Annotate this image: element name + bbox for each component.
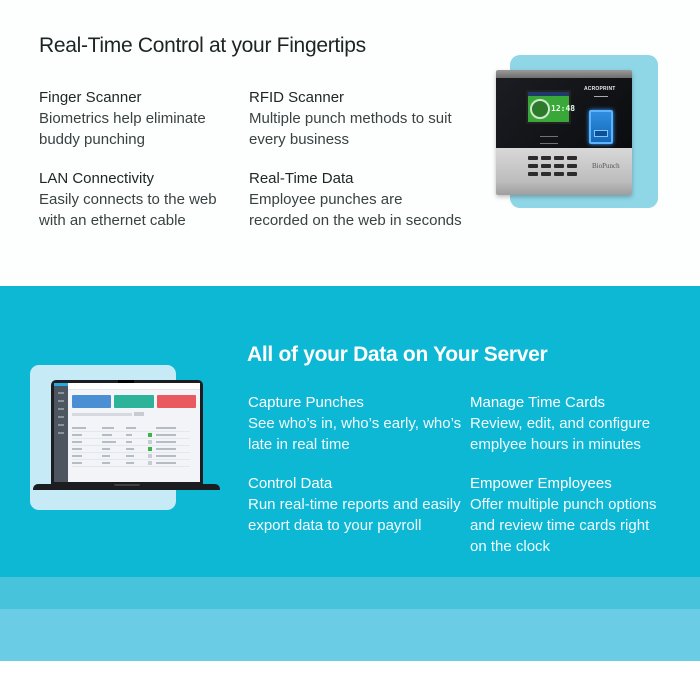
analog-clock-icon bbox=[530, 99, 550, 119]
clock-time: 12:48 bbox=[551, 104, 576, 113]
brand-logo: ACROPRINT bbox=[584, 86, 616, 92]
laptop-dashboard-image bbox=[51, 380, 203, 484]
dashboard-table bbox=[72, 425, 190, 467]
fingerprint-scanner-icon bbox=[589, 110, 613, 144]
feature-title: Capture Punches bbox=[248, 394, 364, 411]
feature-desc-line: Multiple punch methods to suit bbox=[249, 110, 452, 127]
feature-rfid-scanner bbox=[249, 87, 452, 150]
keypad-icon bbox=[528, 156, 577, 176]
feature-desc-line: recorded on the web in seconds bbox=[249, 212, 462, 229]
feature-title: Finger Scanner bbox=[39, 89, 142, 106]
decorative-band bbox=[0, 577, 700, 609]
feature-desc-line: Easily connects to the web bbox=[39, 191, 217, 208]
feature-desc-line: Employee punches are bbox=[249, 191, 403, 208]
dashboard-screen bbox=[54, 383, 200, 482]
dashboard-sidebar bbox=[54, 383, 68, 482]
clock-lcd-screen bbox=[526, 90, 576, 124]
feature-finger-scanner bbox=[39, 87, 206, 150]
top-section bbox=[0, 0, 700, 286]
feature-realtime-data bbox=[249, 168, 462, 231]
feature-title: Empower Employees bbox=[470, 475, 612, 492]
feature-capture-punches bbox=[248, 392, 461, 455]
feature-desc-line: and review time cards right bbox=[470, 517, 650, 534]
feature-desc-line: on the clock bbox=[470, 538, 551, 555]
feature-desc-line: See who’s in, who’s early, who’s bbox=[248, 415, 462, 432]
dashboard-stat-cards bbox=[72, 395, 196, 408]
feature-manage-time-cards bbox=[470, 392, 650, 455]
feature-desc-line: every business bbox=[249, 131, 350, 148]
section-title-realtime-control: Real-Time Control at your Fingertips bbox=[39, 34, 366, 57]
feature-desc-line: Biometrics help eliminate bbox=[39, 110, 206, 127]
rfid-reader-icon bbox=[540, 136, 558, 144]
feature-control-data bbox=[248, 473, 461, 536]
feature-desc-line: export data to your payroll bbox=[248, 517, 422, 534]
feature-title: Control Data bbox=[248, 475, 333, 492]
feature-lan-connectivity bbox=[39, 168, 217, 231]
feature-desc-line: with an ethernet cable bbox=[39, 212, 186, 229]
time-clock-device-image bbox=[496, 70, 632, 195]
feature-desc-line: buddy punching bbox=[39, 131, 145, 148]
section-title-data-on-server: All of your Data on Your Server bbox=[247, 343, 548, 366]
feature-desc-line: Run real-time reports and easily bbox=[248, 496, 461, 513]
feature-title: LAN Connectivity bbox=[39, 170, 155, 187]
feature-desc-line: late in real time bbox=[248, 436, 350, 453]
feature-desc-line: Offer multiple punch options bbox=[470, 496, 657, 513]
feature-title: Manage Time Cards bbox=[470, 394, 606, 411]
decorative-band bbox=[0, 609, 700, 661]
feature-title: RFID Scanner bbox=[249, 89, 345, 106]
feature-desc-line: Review, edit, and configure bbox=[470, 415, 651, 432]
feature-empower-employees bbox=[470, 473, 657, 557]
feature-title: Real-Time Data bbox=[249, 170, 354, 187]
model-name: BioPunch bbox=[592, 162, 620, 170]
feature-desc-line: emplyee hours in minutes bbox=[470, 436, 641, 453]
